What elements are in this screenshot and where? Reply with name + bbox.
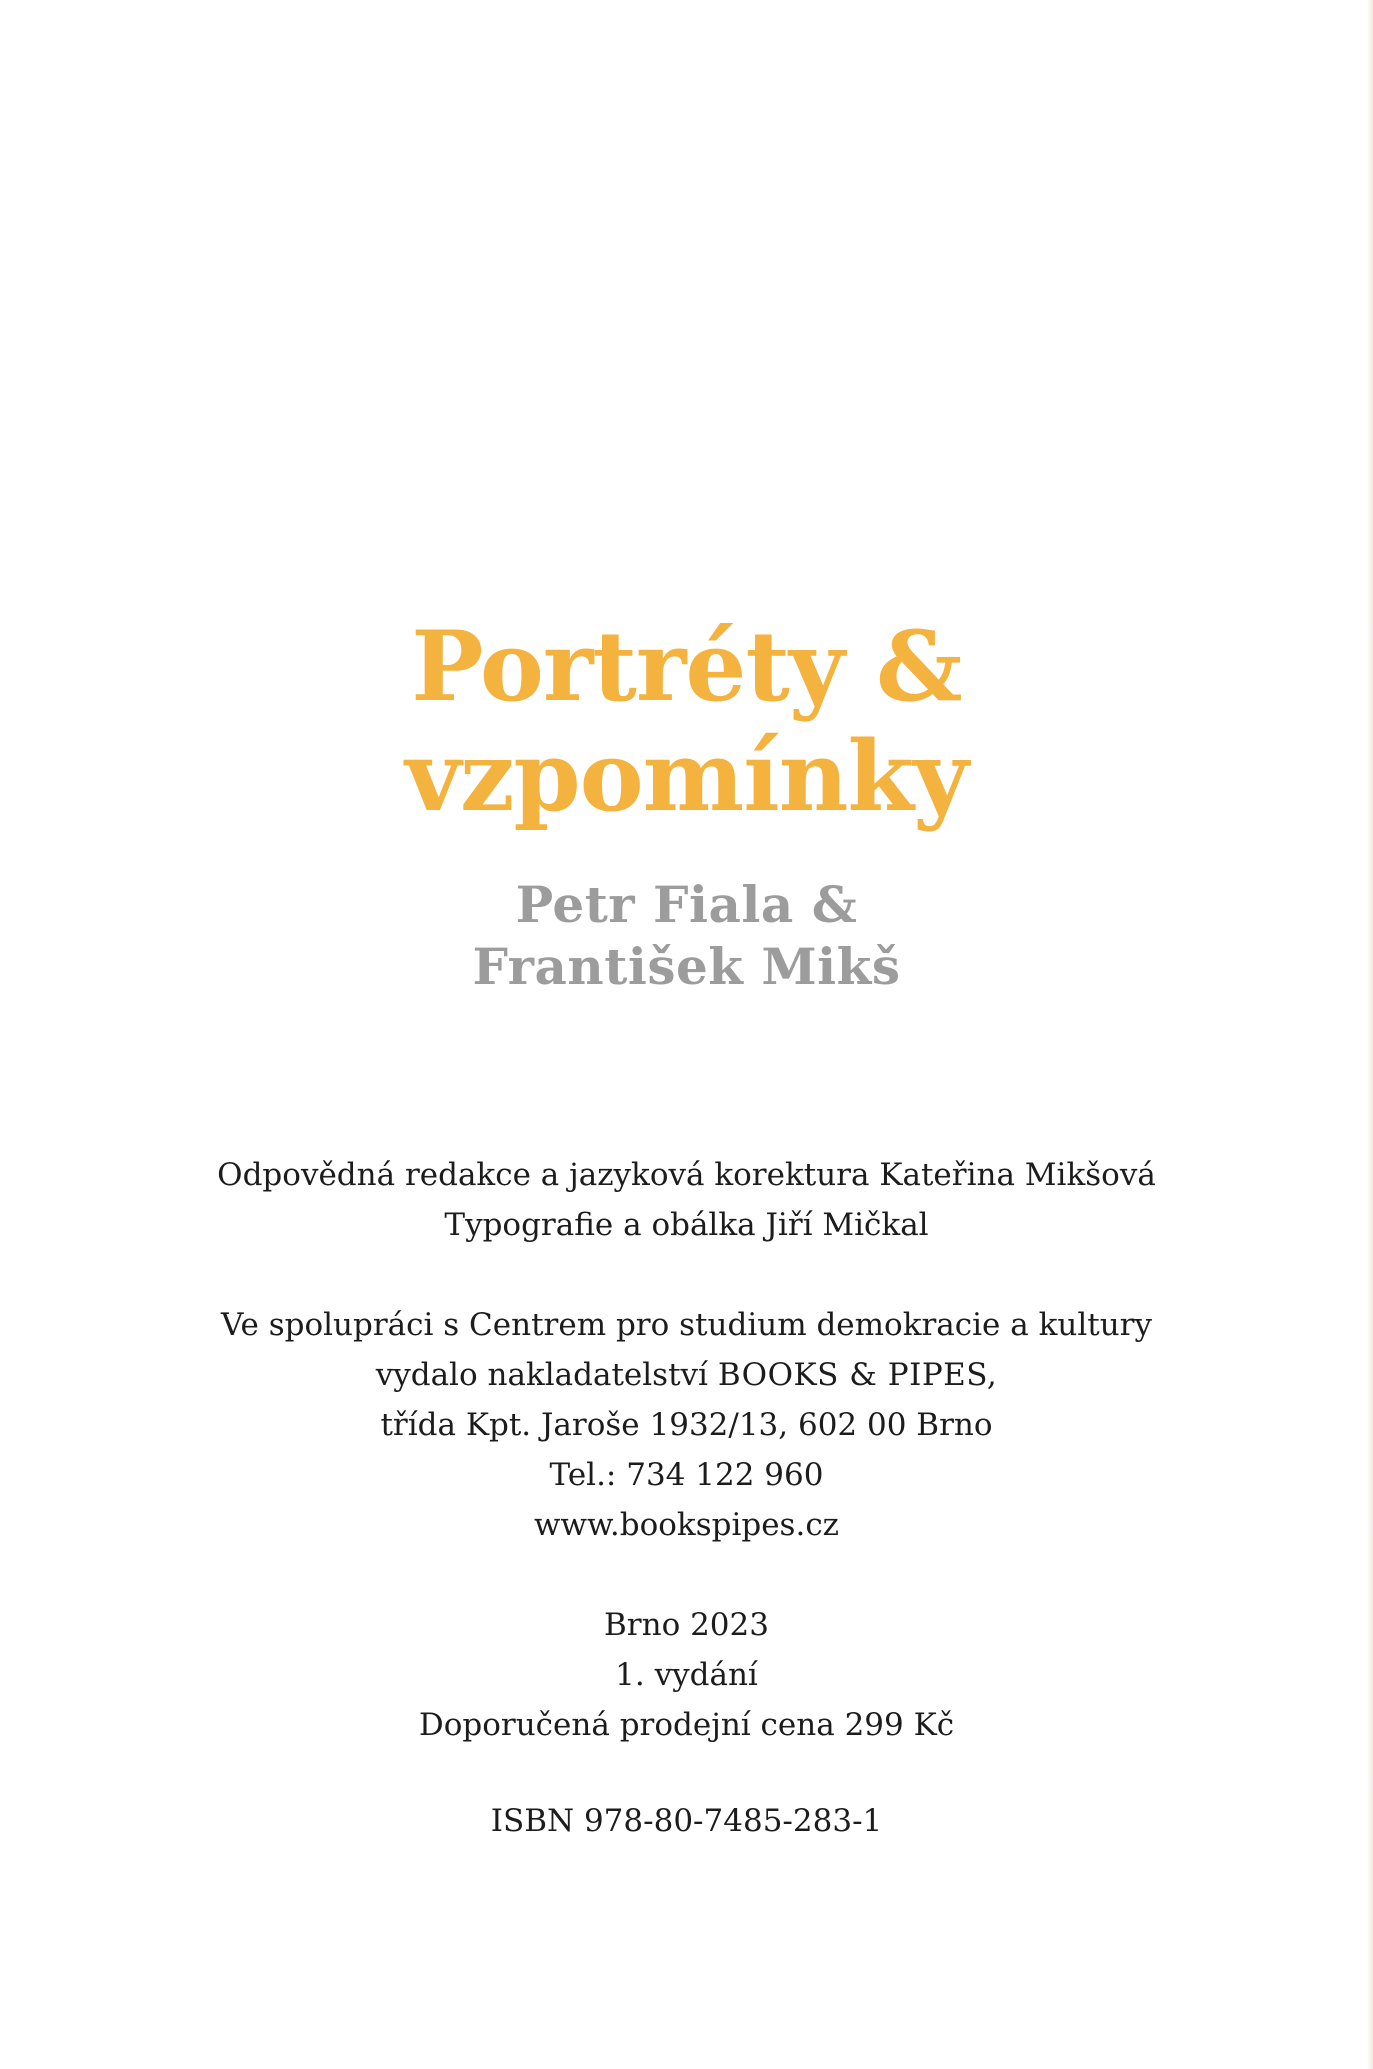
isbn-number: ISBN 978-80-7485-283-1 — [490, 1803, 883, 1839]
book-title — [0, 612, 1373, 832]
publisher-address: třída Kpt. Jaroše 1932/13, 602 00 Brno — [380, 1407, 993, 1443]
page-edge — [1367, 0, 1373, 2069]
recommended-price: Doporučená prodejní cena 299 Kč — [418, 1707, 955, 1743]
editor-credit: Odpovědná redakce a jazyková korektura Kateřina Mikšová — [217, 1157, 1156, 1193]
book-authors — [0, 874, 1373, 998]
credits-block — [0, 1150, 1373, 1250]
design-credit: Typografie a obálka Jiří Mičkal — [444, 1207, 929, 1243]
edition-number: 1. vydání — [615, 1657, 758, 1693]
publisher-website: www.bookspipes.cz — [533, 1507, 840, 1543]
edition-block — [0, 1600, 1373, 1750]
publisher-name: BOOKS & PIPES, — [717, 1357, 998, 1393]
published-by-line — [0, 1350, 1373, 1400]
published-by-text: vydalo nakladatelství — [375, 1357, 708, 1393]
title-line-1: Portréty & — [411, 610, 962, 723]
authors-line-2: František Mikš — [472, 937, 901, 996]
isbn-block — [0, 1796, 1373, 1846]
place-year: Brno 2023 — [604, 1607, 769, 1643]
title-line-2: vzpomínky — [405, 720, 968, 833]
publisher-block — [0, 1300, 1373, 1550]
publisher-phone: Tel.: 734 122 960 — [549, 1457, 824, 1493]
authors-line-1: Petr Fiala & — [515, 875, 858, 934]
cooperation-note: Ve spolupráci s Centrem pro studium demokracie a kultury — [220, 1307, 1153, 1343]
